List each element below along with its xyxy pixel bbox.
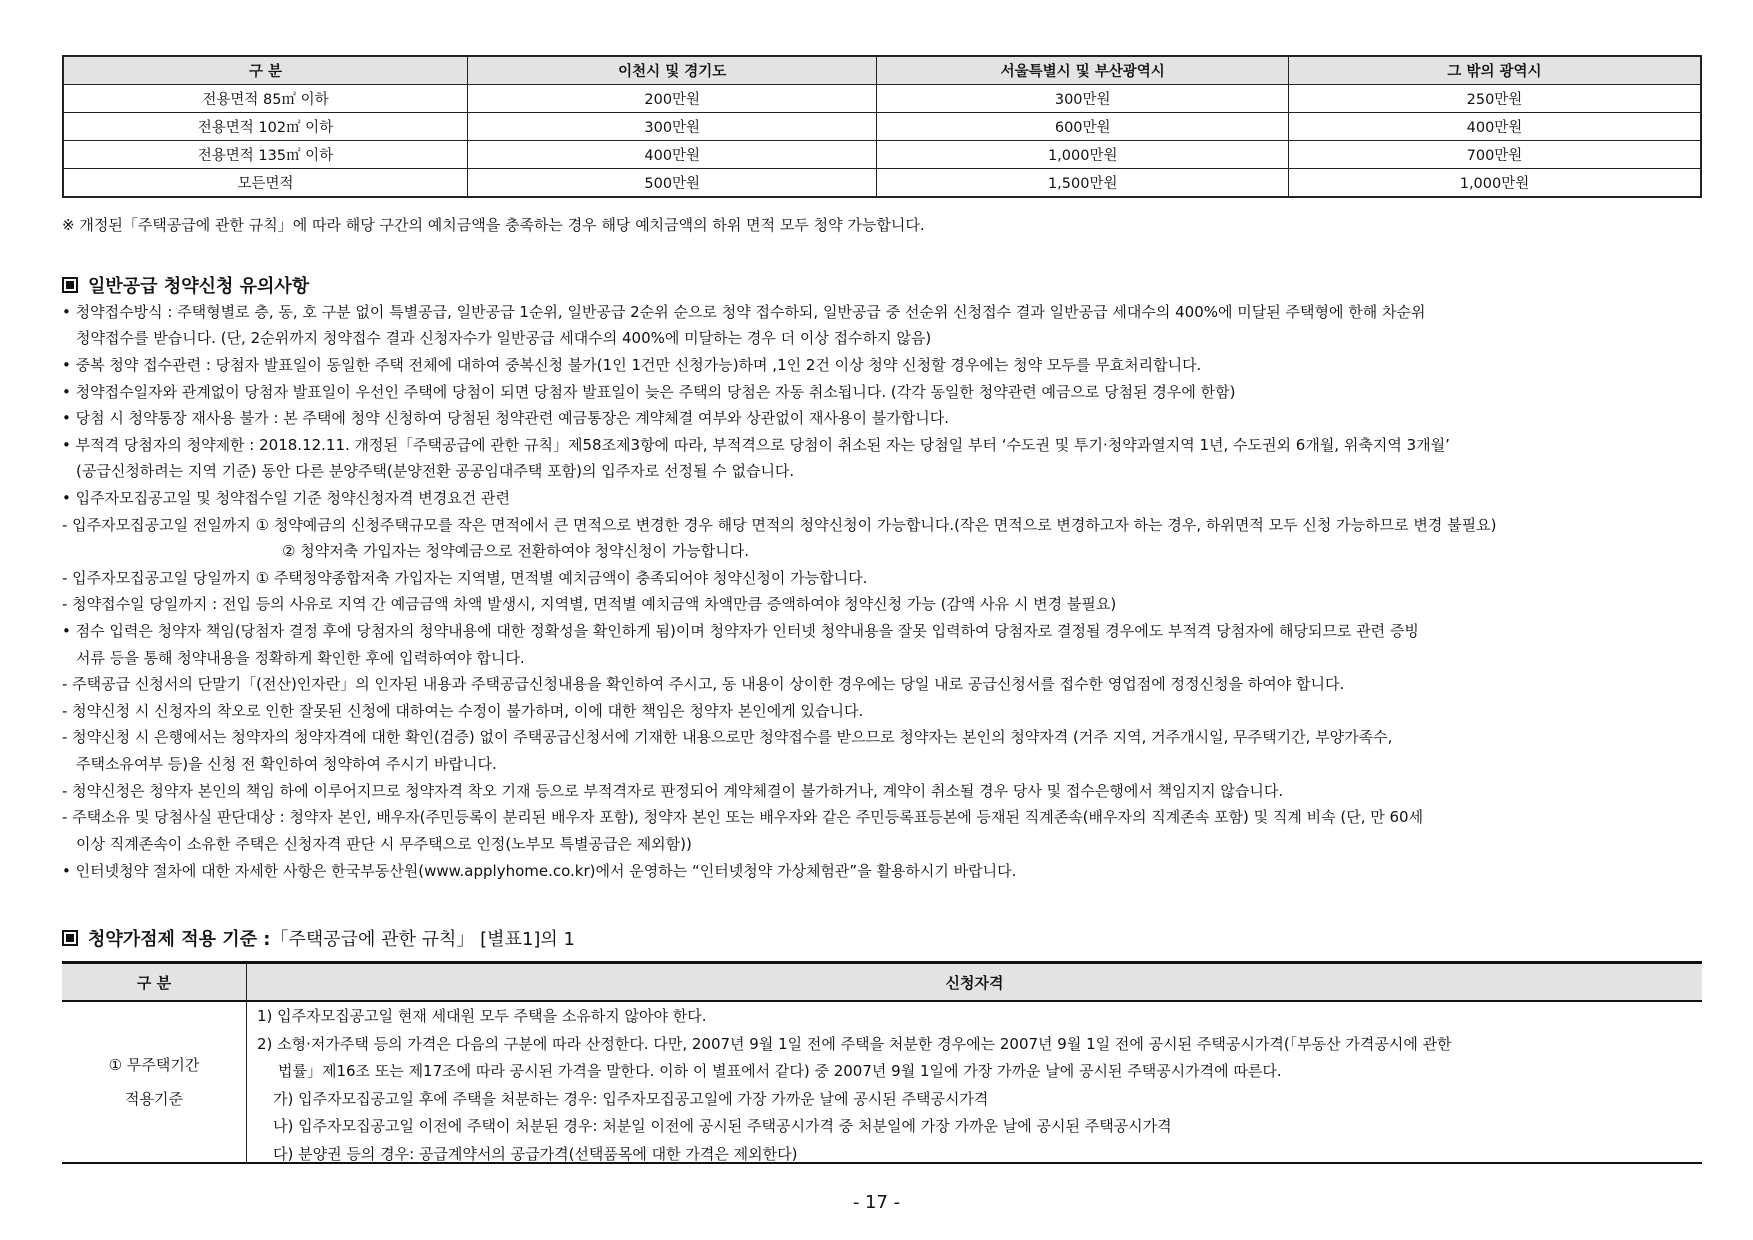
notice-line: • 입주자모집공고일 및 청약접수일 기준 청약신청자격 변경요건 관련 [62, 489, 510, 507]
criteria-line: 나) 입주자모집공고일 이전에 주택이 처분된 경우: 처분일 이전에 공시된 주택공시가격 중 처분일에 가장 가까운 날에 공시된 주택공시가격 [273, 1117, 1172, 1135]
criteria-table-header [62, 963, 1702, 1002]
table-cell: 300만원 [467, 113, 876, 141]
table-cell: 전용면적 135㎡ 이하 [63, 141, 467, 169]
notice-line: • 점수 입력은 청약자 책임(당첨자 결정 후에 당첨자의 청약내용에 대한 정확성을 확인하게 됨)이며 청약자가 인터넷 청약내용을 잘못 입력하여 당첨자로 결정될 경우에도 부적격 당첨자에 해당되므로 관련 증빙 [62, 622, 1419, 640]
criteria-line: 2) 소형·저가주택 등의 가격은 다음의 구분에 따라 산정한다. 다만, 2007년 9월 1일 전에 주택을 처분한 경우에는 2007년 9월 1일 전에 공시된 주택공시가격(「부동산 가격공시에 관한 [257, 1035, 1452, 1053]
header-cell: 구 분 [63, 56, 467, 85]
table-cell: 1,500만원 [877, 169, 1289, 198]
square-bullet-icon [62, 930, 78, 946]
table-cell: 400만원 [1288, 113, 1701, 141]
criteria-content [247, 1001, 1703, 1163]
page-number: - 17 - [852, 1192, 901, 1213]
notice-line: • 인터넷청약 절차에 대한 자세한 사항은 한국부동산원(www.applyhome.co.kr)에서 운영하는 “인터넷청약 가상체험관”을 활용하시기 바랍니다. [62, 862, 1017, 880]
notice-line: • 당첨 시 청약통장 재사용 불가 : 본 주택에 청약 신청하여 당첨된 청약관련 예금통장은 계약체결 여부와 상관없이 재사용이 불가합니다. [62, 409, 949, 427]
header-cell: 신청자격 [247, 963, 1703, 1002]
header-cell: 이천시 및 경기도 [467, 56, 876, 85]
table-cell: 전용면적 102㎡ 이하 [63, 113, 467, 141]
table-cell: 1,000만원 [1288, 169, 1701, 198]
notice-line: • 청약접수방식 : 주택형별로 층, 동, 호 구분 없이 특별공급, 일반공급 1순위, 일반공급 2순위 순으로 청약 접수하되, 일반공급 중 선순위 신청접수 결과 일반공급 세대수의 400%에 미달된 주택형에 한해 차순위 [62, 303, 1426, 321]
notice-line: - 청약신청 시 신청자의 착오로 인한 잘못된 신청에 대하여는 수정이 불가하며, 이에 대한 책임은 청약자 본인에게 있습니다. [62, 702, 864, 720]
table-row [63, 85, 1701, 113]
section-title-text: 일반공급 청약신청 유의사항 [88, 276, 310, 297]
notice-line: (공급신청하려는 지역 기준) 동안 다른 분양주택(분양전환 공공임대주택 포함)의 입주자로 선정될 수 없습니다. [76, 462, 795, 480]
notice-line: - 주택소유 및 당첨사실 판단대상 : 청약자 본인, 배우자(주민등록이 분리된 배우자 포함), 청약자 본인 또는 배우자와 같은 주민등록표등본에 등재된 직계존속(배우자의 직계존속 포함) 및 직계 비속 (단, 만 60세 [62, 808, 1424, 826]
criteria-line: 다) 분양권 등의 경우: 공급계약서의 공급가격(선택품목에 대한 가격은 제외한다) [273, 1145, 798, 1163]
table-cell: 모든면적 [63, 169, 467, 198]
header-cell: 서울특별시 및 부산광역시 [877, 56, 1289, 85]
row-label-line: ① 무주택기간 [108, 1056, 200, 1074]
criteria-line: 법률」제16조 또는 제17조에 따라 공시된 가격을 말한다. 이하 이 별표에서 같다) 중 2007년 9월 1일에 가장 가까운 날에 공시된 주택공시가격에 따른다. [278, 1062, 1282, 1080]
section-title-rest: 「주택공급에 관한 규칙」 [별표1]의 1 [270, 929, 575, 950]
table-cell: 200만원 [467, 85, 876, 113]
row-label-line: 적용기준 [125, 1090, 183, 1108]
notice-line: - 청약신청 시 은행에서는 청약자의 청약자격에 대한 확인(검증) 없이 주택공급신청서에 기재한 내용으로만 청약접수를 받으므로 청약자는 본인의 청약자격 (거주 지역, 거주개시일, 무주택기간, 부양가족수, [62, 728, 1393, 746]
table-cell: 300만원 [877, 85, 1289, 113]
table-row [63, 113, 1701, 141]
notice-line: • 부적격 당첨자의 청약제한 : 2018.12.11. 개정된「주택공급에 관한 규칙」제58조제3항에 따라, 부적격으로 당첨이 취소된 자는 당첨일 부터 ‘수도권 및 투기·청약과열지역 1년, 수도권외 6개월, 위축지역 3개월’ [62, 436, 1450, 454]
section-title [62, 272, 309, 298]
notice-line: - 주택공급 신청서의 단말기「(전산)인자란」의 인자된 내용과 주택공급신청내용을 확인하여 주시고, 동 내용이 상이한 경우에는 당일 내로 공급신청서를 접수한 영업점에 정정신청을 하여야 합니다. [62, 675, 1345, 693]
notice-line: ② 청약저축 가입자는 청약예금으로 전환하여야 청약신청이 가능합니다. [282, 542, 750, 560]
square-bullet-icon [62, 277, 78, 293]
notice-line: • 청약접수일자와 관계없이 당첨자 발표일이 우선인 주택에 당첨이 되면 당첨자 발표일이 늦은 주택의 당첨은 자동 취소됩니다. (각각 동일한 청약관련 예금으로 당첨된 경우에 한함) [62, 383, 1236, 401]
table-cell: 전용면적 85㎡ 이하 [63, 85, 467, 113]
section-title [62, 925, 575, 951]
notice-line: • 중복 청약 접수관련 : 당첨자 발표일이 동일한 주택 전체에 대하여 중복신청 불가(1인 1건만 신청가능)하며 ,1인 2건 이상 청약 신청할 경우에는 청약 모두를 무효처리합니다. [62, 356, 1202, 374]
deposit-table [62, 55, 1702, 198]
notice-line: 서류 등을 통해 청약내용을 정확하게 확인한 후에 입력하여야 합니다. [76, 649, 525, 667]
notice-line: - 입주자모집공고일 전일까지 ① 청약예금의 신청주택규모를 작은 면적에서 큰 면적으로 변경한 경우 해당 면적의 청약신청이 가능합니다.(작은 면적으로 변경하고자 하는 경우, 하위면적 모두 신청 가능하므로 변경 불필요) [62, 516, 1497, 534]
notice-line: - 청약접수일 당일까지 : 전입 등의 사유로 지역 간 예금금액 차액 발생시, 지역별, 면적별 예치금액 차액만큼 증액하여야 청약신청 가능 (감액 사유 시 변경 불필요) [62, 595, 1117, 613]
header-cell: 그 밖의 광역시 [1288, 56, 1701, 85]
notice-line: 이상 직계존속이 소유한 주택은 신청자격 판단 시 무주택으로 인정(노부모 특별공급은 제외함)) [76, 835, 692, 853]
table-row [63, 141, 1701, 169]
table-row [63, 169, 1701, 198]
criteria-table [62, 961, 1702, 1164]
notice-line: 청약접수를 받습니다. (단, 2순위까지 청약접수 결과 신청자수가 일반공급 세대수의 400%에 미달하는 경우 더 이상 접수하지 않음) [76, 329, 932, 347]
deposit-table-header [63, 56, 1701, 85]
table-cell: 1,000만원 [877, 141, 1289, 169]
table-cell: 400만원 [467, 141, 876, 169]
section-title-text: 청약가점제 적용 기준 : [88, 929, 271, 950]
criteria-line: 가) 입주자모집공고일 후에 주택을 처분하는 경우: 입주자모집공고일에 가장 가까운 날에 공시된 주택공시가격 [273, 1090, 989, 1108]
deposit-note: ※ 개정된「주택공급에 관한 규칙」에 따라 해당 구간의 예치금액을 충족하는 경우 해당 예치금액의 하위 면적 모두 청약 가능합니다. [62, 216, 925, 234]
notice-line: - 청약신청은 청약자 본인의 책임 하에 이루어지므로 청약자격 착오 기재 등으로 부적격자로 판정되어 계약체결이 불가하거나, 계약이 취소될 경우 당사 및 접수은행에서 책임지지 않습니다. [62, 782, 1284, 800]
table-cell: 250만원 [1288, 85, 1701, 113]
table-row [62, 1001, 1702, 1163]
criteria-line: 1) 입주자모집공고일 현재 세대원 모두 주택을 소유하지 않아야 한다. [257, 1007, 707, 1025]
notice-line: - 입주자모집공고일 당일까지 ① 주택청약종합저축 가입자는 지역별, 면적별 예치금액이 충족되어야 청약신청이 가능합니다. [62, 569, 868, 587]
table-cell: 600만원 [877, 113, 1289, 141]
table-cell: 500만원 [467, 169, 876, 198]
row-label [62, 1001, 247, 1163]
notice-line: 주택소유여부 등)을 신청 전 확인하여 청약하여 주시기 바랍니다. [76, 755, 497, 773]
table-cell: 700만원 [1288, 141, 1701, 169]
header-cell: 구 분 [62, 963, 247, 1002]
